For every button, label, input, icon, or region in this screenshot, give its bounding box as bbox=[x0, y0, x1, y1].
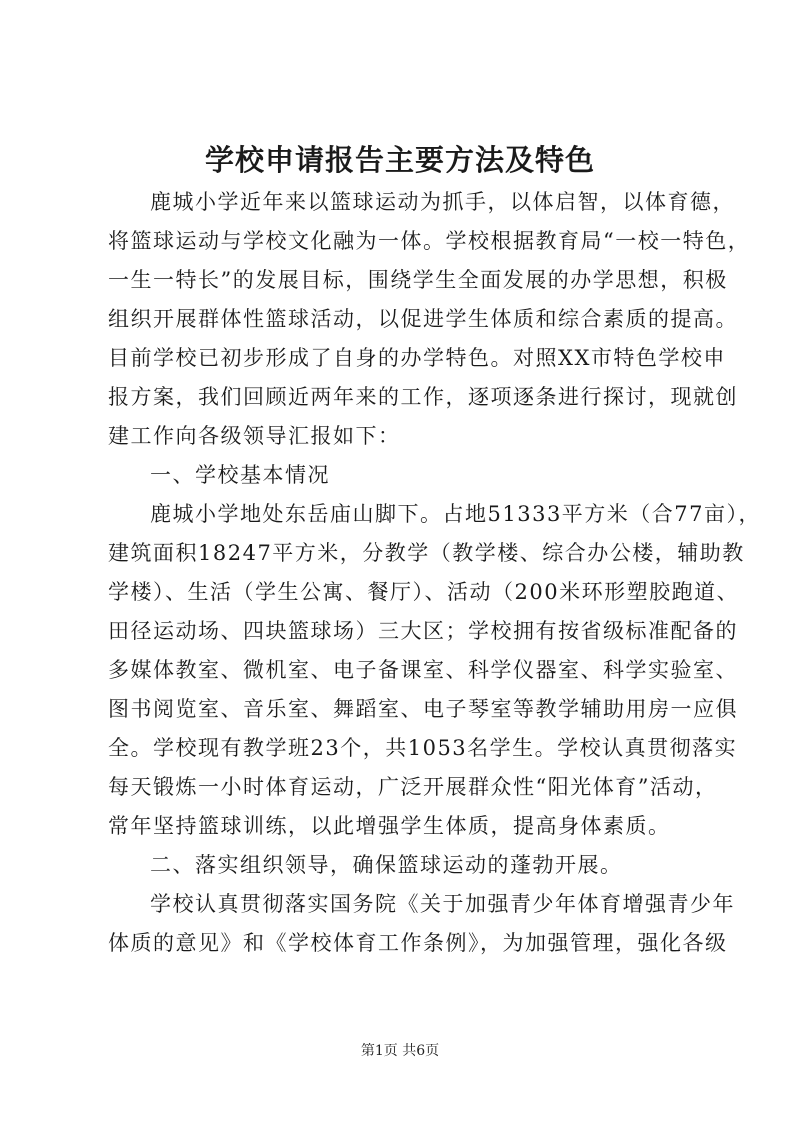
text-line: 常年坚持篮球训练，以此增强学生体质，提高身体素质。 bbox=[108, 814, 671, 838]
document-title: 学校申请报告主要方法及特色 bbox=[204, 143, 595, 177]
document-body bbox=[108, 183, 762, 963]
section-heading: 二、落实组织领导，确保篮球运动的蓬勃开展。 bbox=[150, 853, 623, 877]
text-line: 一生一特长”的发展目标，围绕学生全面发展的办学思想，积极 bbox=[108, 268, 728, 292]
text-line: 学校认真贯彻落实国务院《关于加强青少年体育增强青少年 bbox=[150, 892, 735, 916]
text-line: 报方案，我们回顾近两年来的工作，逐项逐条进行探讨，现就创 bbox=[108, 385, 738, 409]
text-line: 学楼）、生活（学生公寓、餐厅）、活动（200米环形塑胶跑道、 bbox=[108, 580, 740, 604]
text-line: 每天锻炼一小时体育运动，广泛开展群众性“阳光体育”活动， bbox=[108, 775, 718, 799]
text-line: 组织开展群体性篮球活动，以促进学生体质和综合素质的提高。 bbox=[108, 307, 738, 331]
text-line: 目前学校已初步形成了自身的办学特色。对照XX市特色学校申 bbox=[108, 346, 726, 370]
section-heading: 一、学校基本情况 bbox=[150, 463, 330, 487]
text-line: 全。学校现有教学班23个，共1053名学生。学校认真贯彻落实 bbox=[108, 736, 738, 760]
text-line: 鹿城小学近年来以篮球运动为抓手，以体启智，以体育德， bbox=[150, 190, 735, 214]
page-number-footer: 第1页 共6页 bbox=[360, 1043, 440, 1059]
text-line: 将篮球运动与学校文化融为一体。学校根据教育局“一校一特色， bbox=[108, 229, 751, 253]
text-line: 建筑面积18247平方米，分教学（教学楼、综合办公楼，辅助教 bbox=[108, 541, 745, 565]
text-line: 田径运动场、四块篮球场）三大区；学校拥有按省级标准配备的 bbox=[108, 619, 738, 643]
text-line: 体质的意见》和《学校体育工作条例》，为加强管理，强化各级 bbox=[108, 931, 728, 955]
text-line: 多媒体教室、微机室、电子备课室、科学仪器室、科学实验室、 bbox=[108, 658, 738, 682]
text-line: 建工作向各级领导汇报如下： bbox=[108, 424, 401, 448]
text-line: 图书阅览室、音乐室、舞蹈室、电子琴室等教学辅助用房一应俱 bbox=[108, 697, 738, 721]
text-line: 鹿城小学地处东岳庙山脚下。占地51333平方米（合77亩）， bbox=[150, 502, 762, 526]
